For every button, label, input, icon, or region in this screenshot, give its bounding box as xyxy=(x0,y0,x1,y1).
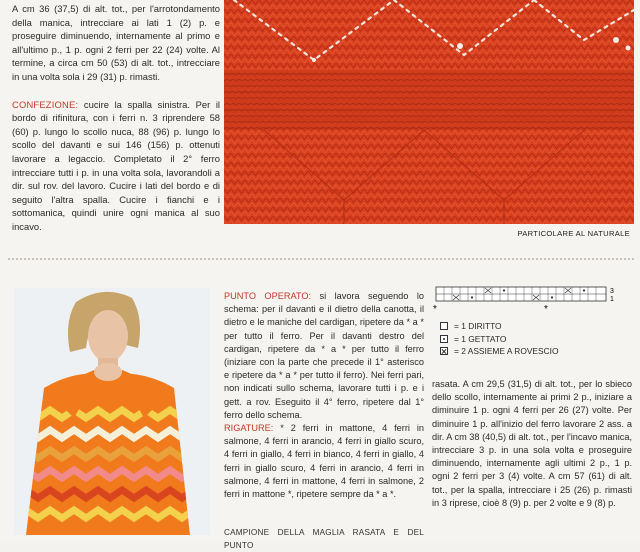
sleeve-shaping-paragraph: A cm 36 (37,5) di alt. tot., per l'arrotondamento della manica, intrecciare ai lati 1 (2) p. e proseguire diminuendo, internamente al primo e all'ultimo p., 1 p. ogni 2 ferri per 22 (24) volte. Al termine, a circa cm 50 (53) di alt. tot., intrecciare in una volta sola i 29 (31) p. rimasti. xyxy=(12,3,220,82)
legend-label-assieme: = 2 ASSIEME A ROVESCIO xyxy=(454,346,559,357)
legend-item-diritto xyxy=(440,320,559,333)
confezione-text: cucire la spalla sinistra. Per il bordo di rifinitura, con i ferri n. 3 riprendere 58 (60) p. lungo lo scollo nuca, 88 (96) p. lungo lo scollo del davanti e sui 146 (156) p. ottenuti lavorare a legaccio. Completato il 2° ferro intrecciare tutti i p. in una volta sola, lavorandoli a dir. sul rov. del lavoro. Cucire i lati del bordo e di seguito l'altra spalla. Cucire i fianchi e i sottomanica, quindi unire ogni manica al suo incavo. xyxy=(12,98,220,232)
knit-swatch-photo xyxy=(224,0,634,224)
swatch-caption: PARTICOLARE AL NATURALE xyxy=(517,229,630,238)
cross-square-icon xyxy=(440,347,448,355)
front-shaping-column xyxy=(432,378,632,510)
legend-item-assieme xyxy=(440,345,559,358)
knit-swatch-texture xyxy=(224,0,634,224)
model-illustration xyxy=(14,288,210,535)
stitch-chart xyxy=(432,285,632,313)
front-shaping-paragraph: rasata. A cm 29,5 (31,5) di alt. tot., per lo sbieco dello scollo, internamente ai primi 2 p., iniziare a diminuire 1 p. ogni 4 ferri per 26 (27) volte. Per diminuire 1 p. all'inizio del ferro lavorare 2 ass. a dir. A cm 38 (40,5) di alt. tot., per l'incavo manica, intrecciare 3 p. in una sola volta e proseguire diminuendo, internamente agli ultimi 2 p., 1 p. ogni 2 ferri per 3 (4) volte. A cm 57 (61) di alt. tot., per la spalla, intrecciare i 25 (26) p. rimasti in 3 riprese, cioè 8 (9) p. per 2 volte e 9 (8) p. xyxy=(432,379,632,508)
legend-label-gettato: = 1 GETTATO xyxy=(454,333,507,344)
rigature-text: * 2 ferri in mattone, 4 ferri in salmone, 4 ferri in arancio, 4 ferri in giallo scuro, 4 ferri in giallo, 4 ferri in bianco, 4 ferri in giallo, 4 ferri in giallo scuro, 4 ferri in arancio, 4 ferri in salmone, 4 ferri in mattone, 4 ferri in salmone, 2 ferri in mattone *, ripetere sempre da * a *. xyxy=(224,423,424,500)
rigature-heading: RIGATURE: xyxy=(224,423,274,434)
chart-row-label-3: 3 xyxy=(610,288,614,295)
rigature-paragraph xyxy=(224,422,424,501)
plain-square-icon xyxy=(440,322,448,330)
confezione-heading: CONFEZIONE: xyxy=(12,98,79,110)
stitch-chart-grid xyxy=(432,285,632,313)
legend-label-diritto: = 1 DIRITTO xyxy=(454,321,502,331)
pattern-instructions-column xyxy=(224,290,424,551)
punto-operato-paragraph xyxy=(224,290,424,422)
campione-heading: CAMPIONE DELLA MAGLIA RASATA E DEL PUNTO xyxy=(224,528,424,551)
sleeve-instructions-column xyxy=(12,2,220,248)
chart-star-right: * xyxy=(544,304,548,315)
chart-legend xyxy=(440,320,559,358)
section-divider xyxy=(8,258,634,260)
punto-operato-heading: PUNTO OPERATO: xyxy=(224,291,312,301)
punto-operato-text: si lavora seguendo lo schema: per il davanti e il dietro della canotta, il dietro e le maniche del cardigan, ripetere da * a * per tutto il ferro. Per il davanti destro del cardigan, ripetere da * a * per tutto il ferro (iniziare con la parte che precede il 1° asterisco e ripetere da * a * per tutto il ferro). Nei ferri pari, non indicati sullo schema, lavorare tutti i p. e i gett. a rov. Eseguito il 4° ferro, ripetere dal 1° ferro dello schema. xyxy=(224,291,424,420)
dot-square-icon xyxy=(440,335,448,343)
chart-star-left: * xyxy=(433,304,437,315)
model-photo xyxy=(14,288,210,535)
confezione-paragraph xyxy=(12,98,220,234)
legend-item-gettato xyxy=(440,333,559,346)
chart-row-label-1: 1 xyxy=(610,296,614,303)
